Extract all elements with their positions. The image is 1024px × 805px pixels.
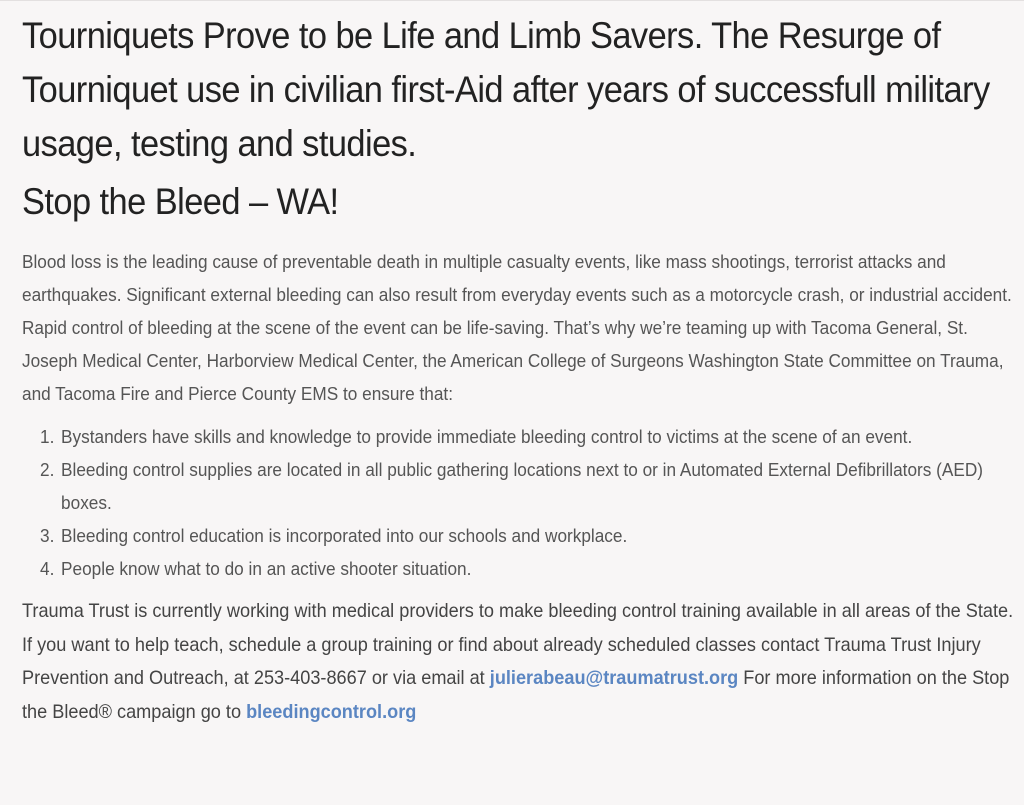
closing-text-more: For more information on the Stop the Bleed® campaign go to	[22, 667, 1010, 723]
closing-paragraph	[22, 595, 1017, 729]
list-item: 4. People know what to do in an active shooter situation.	[59, 552, 1017, 585]
bleedingcontrol-link[interactable]: bleedingcontrol.org	[246, 700, 417, 723]
closing-text: Trauma Trust is currently working with medical providers to make bleeding control training available in all areas of the State. If you want to help teach, schedule a group training or find about already scheduled classes contact Trauma Trust Injury Prevention and Outreach, at 253-403-8667 or via email at	[22, 600, 1014, 689]
intro-paragraph: Blood loss is the leading cause of preventable death in multiple casualty events, like mass shootings, terrorist attacks and earthquakes. Significant external bleeding can also result from everyday events such as a motorcycle crash, or industrial accident. Rapid control of bleeding at the scene of the event can be life-saving. That’s why we’re teaming up with Tacoma General, St. Joseph Medical Center, Harborview Medical Center, the American College of Surgeons Washington State Committee on Trauma, and Tacoma Fire and Pierce County EMS to ensure that:	[22, 251, 1012, 404]
goals-list	[22, 420, 1017, 585]
article-subheading: Stop the Bleed – WA!	[22, 181, 339, 222]
list-item: 3. Bleeding control education is incorporated into our schools and workplace.	[59, 519, 1017, 552]
list-item: 2. Bleeding control supplies are located in all public gathering locations next to or in Automated External Defibrillators (AED) boxes.	[59, 453, 1017, 519]
article-body	[22, 245, 1017, 729]
email-link[interactable]: julierabeau@traumatrust.org	[489, 667, 739, 689]
list-item: 1. Bystanders have skills and knowledge to provide immediate bleeding control to victims at the scene of an event.	[59, 420, 1017, 453]
article-headline: Tourniquets Prove to be Life and Limb Savers. The Resurge of Tourniquet use in civilian first-Aid after years of successfull military usage, testing and studies.	[22, 15, 990, 164]
